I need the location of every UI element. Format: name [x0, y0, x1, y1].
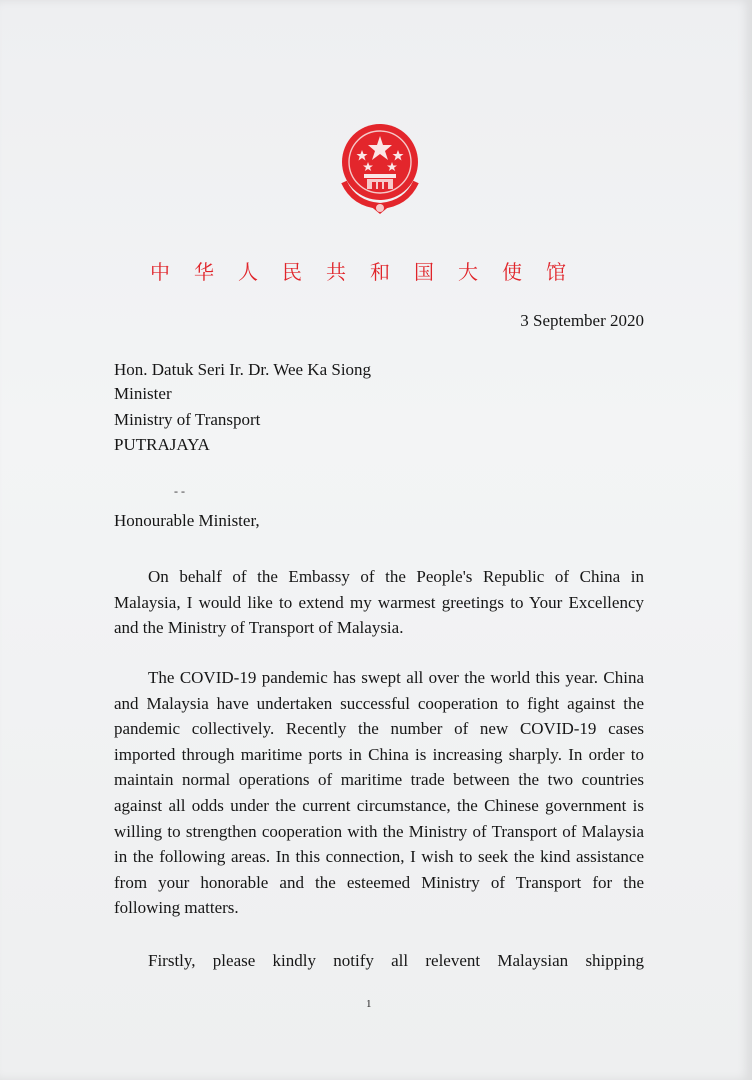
- recipient-name: Hon. Datuk Seri Ir. Dr. Wee Ka Siong: [114, 360, 372, 379]
- paragraph-greeting: On behalf of the Embassy of the People's Republic of China in Malaysia, I would like to extend my warmest greetings to Your Excellency and the Ministry of Transport of Malaysia.: [114, 567, 644, 638]
- embassy-name: 中华人民共和国大使馆: [150, 260, 590, 284]
- salutation: Honourable Minister,: [114, 511, 260, 530]
- stray-mark: - -: [174, 484, 185, 498]
- recipient-city: PUTRAJAYA: [114, 435, 210, 454]
- page-number: 1: [366, 998, 372, 1010]
- national-emblem-icon: [334, 122, 426, 216]
- recipient-ministry: Ministry of Transport: [114, 410, 261, 429]
- paragraph-firstly: Firstly, please kindly notify all relevent Malaysian shipping: [148, 951, 644, 970]
- recipient-title: Minister: [114, 384, 172, 403]
- paragraph-covid-cooperation: The COVID-19 pandemic has swept all over the world this year. China and Malaysia have undertaken successful cooperation to fight against the pandemic collectively. Recently the number of new COVID-19 cases imported through maritime ports in China is increasing sharply. In order to maintain normal operations of maritime trade between the two countries against all odds under the current circumstance, the Chinese government is willing to strengthen cooperation with the Ministry of Transport of Malaysia in the following areas. In this connection, I wish to seek the kind assistance from your honorable and the esteemed Ministry of Transport for the following matters.: [114, 668, 644, 918]
- letter-date: 3 September 2020: [520, 311, 644, 330]
